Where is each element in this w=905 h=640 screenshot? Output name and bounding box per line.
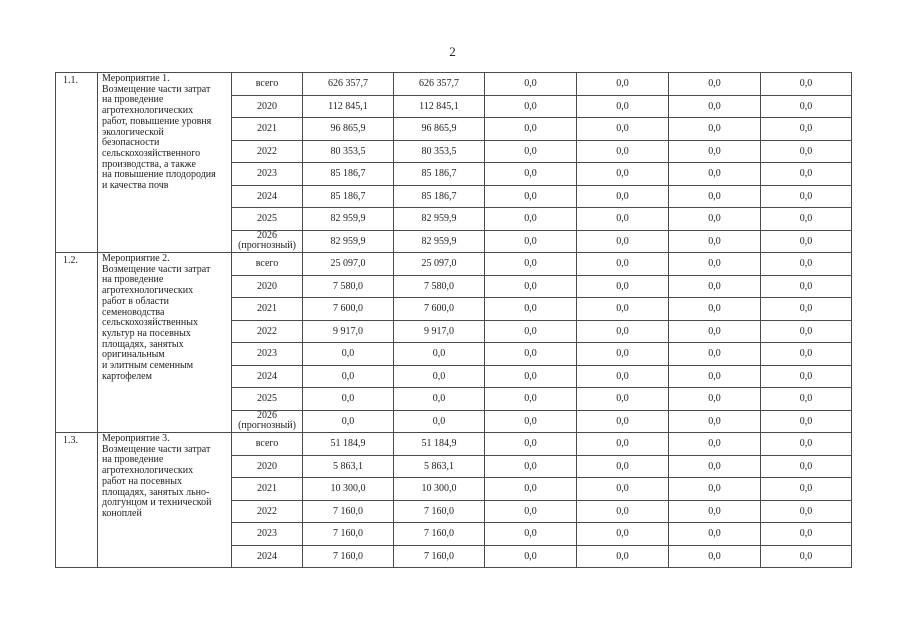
value-cell: 0,0: [577, 253, 669, 276]
year-label: 2023: [257, 348, 277, 360]
value-cell: 5 863,1: [394, 455, 485, 478]
table-row: [56, 253, 852, 276]
value-cell: 0,0: [761, 95, 852, 118]
value-cell: 0,0: [669, 455, 761, 478]
value-cell: 0,0: [485, 118, 577, 141]
year-label: 2021: [257, 123, 277, 135]
value-cell: 0,0: [577, 275, 669, 298]
value-cell: 0,0: [485, 253, 577, 276]
year-label: 2022: [257, 325, 277, 337]
value-cell: 0,0: [577, 545, 669, 568]
value-cell: 0,0: [761, 365, 852, 388]
value-cell: 0,0: [761, 275, 852, 298]
value-cell: 0,0: [485, 545, 577, 568]
value-cell: 0,0: [669, 545, 761, 568]
measure-description-line: коноплей: [102, 507, 142, 519]
value-cell: 0,0: [577, 140, 669, 163]
value-cell: 0,0: [761, 253, 852, 276]
value-cell: 0,0: [485, 208, 577, 231]
value-cell: 0,0: [485, 73, 577, 96]
measure-description-line: агротехнологических: [102, 105, 194, 117]
value-cell: 80 353,5: [394, 140, 485, 163]
year-label: 2026: [257, 230, 277, 242]
value-cell: 0,0: [577, 433, 669, 456]
measure-description-line: Возмещение части затрат: [102, 83, 211, 95]
value-cell: 0,0: [761, 140, 852, 163]
measure-description-line: культур на посевных: [102, 327, 191, 339]
measure-description-line: производства, а также: [102, 158, 196, 170]
year-cell: [232, 163, 303, 186]
value-cell: 25 097,0: [303, 253, 394, 276]
measure-description-line: Мероприятие 2.: [102, 253, 170, 264]
value-cell: 0,0: [577, 298, 669, 321]
measure-description-line: на проведение: [102, 94, 164, 106]
value-cell: 0,0: [577, 365, 669, 388]
table-row: [56, 73, 852, 96]
value-cell: 96 865,9: [394, 118, 485, 141]
value-cell: 0,0: [669, 140, 761, 163]
value-cell: 7 160,0: [303, 523, 394, 546]
value-cell: 0,0: [669, 298, 761, 321]
measure-number: 1.1.: [56, 73, 98, 253]
value-cell: 85 186,7: [303, 185, 394, 208]
year-label: 2023: [257, 168, 277, 180]
measure-description-line: на проведение: [102, 274, 164, 286]
year-label: 2023: [257, 528, 277, 540]
value-cell: 51 184,9: [394, 433, 485, 456]
value-cell: 0,0: [485, 365, 577, 388]
year-cell: [232, 410, 303, 433]
value-cell: 0,0: [303, 410, 394, 433]
measure-description-line: долгунцом и технической: [102, 497, 212, 509]
value-cell: 25 097,0: [394, 253, 485, 276]
value-cell: 0,0: [669, 365, 761, 388]
value-cell: 82 959,9: [303, 208, 394, 231]
year-cell: [232, 545, 303, 568]
year-cell: [232, 388, 303, 411]
value-cell: 0,0: [485, 455, 577, 478]
value-cell: 0,0: [669, 253, 761, 276]
value-cell: 0,0: [669, 478, 761, 501]
value-cell: 7 160,0: [303, 545, 394, 568]
value-cell: 85 186,7: [394, 163, 485, 186]
value-cell: 0,0: [485, 410, 577, 433]
year-cell: [232, 185, 303, 208]
value-cell: 82 959,9: [394, 230, 485, 253]
measure-description: [98, 433, 232, 568]
value-cell: 0,0: [485, 275, 577, 298]
year-cell: [232, 320, 303, 343]
value-cell: 0,0: [761, 118, 852, 141]
value-cell: 0,0: [485, 163, 577, 186]
page-number: 2: [449, 44, 456, 59]
value-cell: 0,0: [761, 185, 852, 208]
value-cell: 0,0: [485, 433, 577, 456]
year-cell: [232, 140, 303, 163]
year-cell: [232, 118, 303, 141]
year-cell: [232, 275, 303, 298]
measure-description-line: безопасности: [102, 137, 160, 149]
value-cell: 7 160,0: [303, 500, 394, 523]
measure-description-line: агротехнологических: [102, 465, 194, 477]
measure-description-line: картофелем: [102, 370, 152, 382]
value-cell: 0,0: [761, 320, 852, 343]
value-cell: 0,0: [485, 95, 577, 118]
measure-number: 1.2.: [56, 253, 98, 433]
value-cell: 112 845,1: [303, 95, 394, 118]
value-cell: 7 600,0: [303, 298, 394, 321]
table-body: [56, 73, 852, 568]
measure-description-line: Мероприятие 3.: [102, 433, 170, 444]
funding-table: [55, 72, 852, 568]
value-cell: 9 917,0: [303, 320, 394, 343]
value-cell: 51 184,9: [303, 433, 394, 456]
value-cell: 0,0: [669, 320, 761, 343]
year-label: 2026: [257, 410, 277, 422]
value-cell: 0,0: [761, 298, 852, 321]
value-cell: 0,0: [485, 500, 577, 523]
value-cell: 9 917,0: [394, 320, 485, 343]
value-cell: 0,0: [577, 95, 669, 118]
value-cell: 0,0: [577, 230, 669, 253]
value-cell: 0,0: [669, 95, 761, 118]
value-cell: 0,0: [577, 320, 669, 343]
value-cell: 0,0: [761, 410, 852, 433]
year-label: 2024: [257, 370, 277, 382]
measure-description-line: семеноводства: [102, 306, 165, 318]
year-label: 2025: [257, 213, 277, 225]
value-cell: 0,0: [669, 163, 761, 186]
measure-description-line: Мероприятие 1.: [102, 73, 170, 84]
value-cell: 626 357,7: [394, 73, 485, 96]
value-cell: 0,0: [761, 208, 852, 231]
value-cell: 0,0: [669, 118, 761, 141]
measure-description: [98, 73, 232, 253]
value-cell: 626 357,7: [303, 73, 394, 96]
value-cell: 0,0: [761, 500, 852, 523]
value-cell: 0,0: [577, 208, 669, 231]
value-cell: 0,0: [577, 523, 669, 546]
value-cell: 0,0: [485, 523, 577, 546]
value-cell: 7 580,0: [394, 275, 485, 298]
value-cell: 7 600,0: [394, 298, 485, 321]
value-cell: 0,0: [761, 163, 852, 186]
value-cell: 0,0: [577, 410, 669, 433]
value-cell: 82 959,9: [303, 230, 394, 253]
value-cell: 0,0: [485, 230, 577, 253]
value-cell: 7 160,0: [394, 523, 485, 546]
value-cell: 0,0: [303, 365, 394, 388]
measure-description-line: на проведение: [102, 454, 164, 466]
year-label: 2021: [257, 303, 277, 315]
year-label: 2022: [257, 145, 277, 157]
year-label: всего: [255, 258, 279, 270]
year-cell: [232, 230, 303, 253]
value-cell: 112 845,1: [394, 95, 485, 118]
measure-description-line: и элитным семенным: [102, 360, 194, 372]
value-cell: 0,0: [669, 230, 761, 253]
measure-description-line: площадях, занятых льно-: [102, 486, 210, 498]
value-cell: 0,0: [577, 388, 669, 411]
value-cell: 0,0: [394, 343, 485, 366]
value-cell: 5 863,1: [303, 455, 394, 478]
value-cell: 0,0: [394, 388, 485, 411]
value-cell: 0,0: [761, 230, 852, 253]
year-label: 2024: [257, 550, 277, 562]
value-cell: 0,0: [761, 388, 852, 411]
year-label: 2021: [257, 483, 277, 495]
value-cell: 82 959,9: [394, 208, 485, 231]
value-cell: 0,0: [485, 343, 577, 366]
year-label: 2020: [257, 460, 277, 472]
value-cell: 0,0: [669, 388, 761, 411]
value-cell: 0,0: [669, 275, 761, 298]
value-cell: 0,0: [669, 185, 761, 208]
measure-description-line: работ на посевных: [102, 475, 182, 487]
value-cell: 0,0: [303, 343, 394, 366]
value-cell: 0,0: [485, 185, 577, 208]
value-cell: 7 160,0: [394, 500, 485, 523]
year-note: (прогнозный): [238, 420, 296, 432]
year-cell: [232, 478, 303, 501]
year-label: 2020: [257, 100, 277, 112]
table-row: [56, 433, 852, 456]
measure-description-line: работ в области: [102, 295, 169, 307]
measure-description-line: площадях, занятых: [102, 338, 184, 350]
value-cell: 7 580,0: [303, 275, 394, 298]
year-label: всего: [255, 438, 279, 450]
value-cell: 0,0: [577, 500, 669, 523]
value-cell: 0,0: [669, 500, 761, 523]
value-cell: 0,0: [761, 433, 852, 456]
value-cell: 85 186,7: [303, 163, 394, 186]
value-cell: 0,0: [577, 118, 669, 141]
value-cell: 0,0: [394, 410, 485, 433]
value-cell: 0,0: [669, 433, 761, 456]
year-cell: [232, 343, 303, 366]
value-cell: 0,0: [577, 73, 669, 96]
year-cell: [232, 73, 303, 96]
measure-description-line: Возмещение части затрат: [102, 263, 211, 275]
measure-description: [98, 253, 232, 433]
measure-description-line: экологической: [102, 126, 164, 138]
value-cell: 0,0: [485, 388, 577, 411]
value-cell: 0,0: [577, 455, 669, 478]
year-cell: [232, 253, 303, 276]
value-cell: 96 865,9: [303, 118, 394, 141]
measure-description-line: на повышение плодородия: [102, 169, 216, 181]
measure-description-line: сельскохозяйственного: [102, 147, 201, 159]
value-cell: 10 300,0: [394, 478, 485, 501]
measure-description-line: и качества почв: [102, 180, 169, 192]
year-note: (прогнозный): [238, 240, 296, 252]
year-label: 2025: [257, 393, 277, 405]
measure-description-line: Возмещение части затрат: [102, 443, 211, 455]
value-cell: 10 300,0: [303, 478, 394, 501]
value-cell: 0,0: [761, 455, 852, 478]
value-cell: 0,0: [577, 185, 669, 208]
year-label: 2020: [257, 280, 277, 292]
value-cell: 85 186,7: [394, 185, 485, 208]
value-cell: 0,0: [669, 73, 761, 96]
year-cell: [232, 95, 303, 118]
value-cell: 0,0: [577, 478, 669, 501]
value-cell: 0,0: [761, 343, 852, 366]
measure-number: 1.3.: [56, 433, 98, 568]
measure-description-line: оригинальным: [102, 349, 165, 361]
value-cell: 0,0: [669, 523, 761, 546]
year-cell: [232, 455, 303, 478]
value-cell: 0,0: [761, 73, 852, 96]
year-cell: [232, 298, 303, 321]
value-cell: 0,0: [669, 208, 761, 231]
value-cell: 0,0: [485, 298, 577, 321]
value-cell: 0,0: [761, 523, 852, 546]
measure-description-line: работ, повышение уровня: [102, 115, 212, 127]
value-cell: 0,0: [394, 365, 485, 388]
value-cell: 0,0: [485, 478, 577, 501]
value-cell: 0,0: [577, 343, 669, 366]
year-cell: [232, 365, 303, 388]
year-label: 2022: [257, 505, 277, 517]
value-cell: 0,0: [669, 343, 761, 366]
year-cell: [232, 500, 303, 523]
value-cell: 0,0: [485, 140, 577, 163]
value-cell: 80 353,5: [303, 140, 394, 163]
year-label: всего: [255, 78, 279, 90]
year-cell: [232, 523, 303, 546]
measure-description-line: агротехнологических: [102, 285, 194, 297]
year-cell: [232, 208, 303, 231]
value-cell: 0,0: [761, 478, 852, 501]
value-cell: 7 160,0: [394, 545, 485, 568]
year-cell: [232, 433, 303, 456]
value-cell: 0,0: [669, 410, 761, 433]
measure-description-line: сельскохозяйственных: [102, 317, 198, 329]
value-cell: 0,0: [577, 163, 669, 186]
year-label: 2024: [257, 190, 277, 202]
value-cell: 0,0: [485, 320, 577, 343]
value-cell: 0,0: [303, 388, 394, 411]
value-cell: 0,0: [761, 545, 852, 568]
